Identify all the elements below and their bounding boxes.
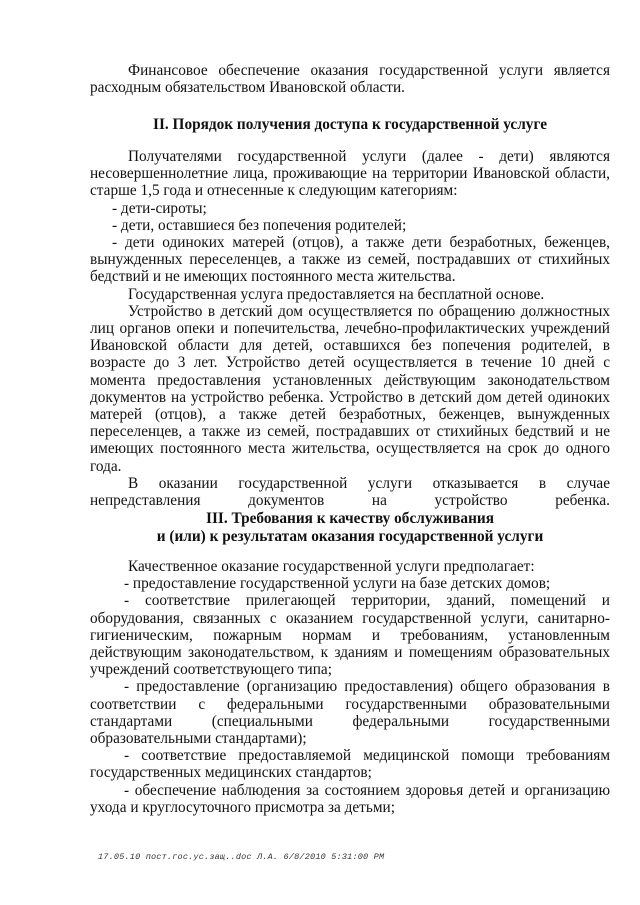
category-item: - дети-сироты;	[112, 199, 207, 217]
section-3-heading-line-1: III. Требования к качеству обслуживания	[206, 510, 494, 527]
section-3-body	[90, 558, 610, 816]
section-2-body	[90, 148, 610, 509]
placement-paragraph: Устройство в детский дом осуществляется по обращению должностных лиц органов опеки и попечительства, лечебно-профилактических учреждений Ивановской области для детей, оставшихся без попечения родителей, в возрасте до 3 лет. Устройство детей осуществляется в течение 10 дней с момента предоставления установленных действующим законодательством документов на устройство ребенка. Устройство в детский дом детей одиноких матерей (отцов), а также детей безработных, беженцев, вынужденных переселенцев, а также из семей, пострадавших от стихийных бедствий и не имеющих постоянного места жительства, осуществляется на срок до одного года.	[90, 302, 610, 475]
quality-intro-paragraph: Качественное оказание государственной услуги предполагает:	[128, 558, 535, 575]
quality-item: - обеспечение наблюдения за состоянием здоровья детей и организацию ухода и круглосуточного присмотра за детьми;	[90, 781, 610, 816]
quality-item: - соответствие прилегающей территории, зданий, помещений и оборудования, связанных с оказанием государственной услуги, санитарно-гигиеническим, пожарным нормам и требованиям, установленным действующим законодательством, к зданиям и помещениям образовательных учреждений соответствующего типа;	[90, 592, 610, 679]
section-2-heading: II. Порядок получения доступа к государственной услуге	[153, 116, 547, 133]
category-item: - дети, оставшиеся без попечения родителей;	[112, 216, 407, 234]
category-item: - дети одиноких матерей (отцов), а также дети безработных, беженцев, вынужденных переселенцев, а также из семей, пострадавших от стихийных бедствий и не имеющих постоянного места жительства.	[90, 234, 610, 286]
funding-paragraph: Финансовое обеспечение оказания государственной услуги является расходным обязательством Ивановской области.	[90, 62, 610, 97]
section-3-heading	[90, 510, 610, 546]
document-footer: 17.05.10 пост.гос.ус.защ..doc Л.А. 6/8/2010 5:31:00 PM	[98, 852, 385, 862]
section-3-heading-line-2: и (или) к результатам оказания государственной услуги	[156, 528, 544, 545]
quality-item: - предоставление государственной услуги на базе детских домов;	[124, 575, 551, 593]
free-service-paragraph: Государственная услуга предоставляется на бесплатной основе.	[128, 285, 545, 303]
refusal-paragraph: В оказании государственной услуги отказывается в случае непредставления документов на устройство ребенка.	[90, 474, 610, 510]
recipients-paragraph: Получателями государственной услуги (далее - дети) являются несовершеннолетние лица, проживающие на территории Ивановской области, старше 1,5 года и отнесенные к следующим категориям:	[90, 148, 610, 200]
quality-item: - предоставление (организацию предоставления) общего образования в соответствии с федеральными государственными образовательными стандартами (специальными федеральными государственными образовательными стандартами);	[90, 678, 610, 748]
funding-paragraph-block	[90, 62, 610, 96]
quality-item: - соответствие предоставляемой медицинской помощи требованиям государственных медицинских стандартов;	[90, 747, 610, 782]
